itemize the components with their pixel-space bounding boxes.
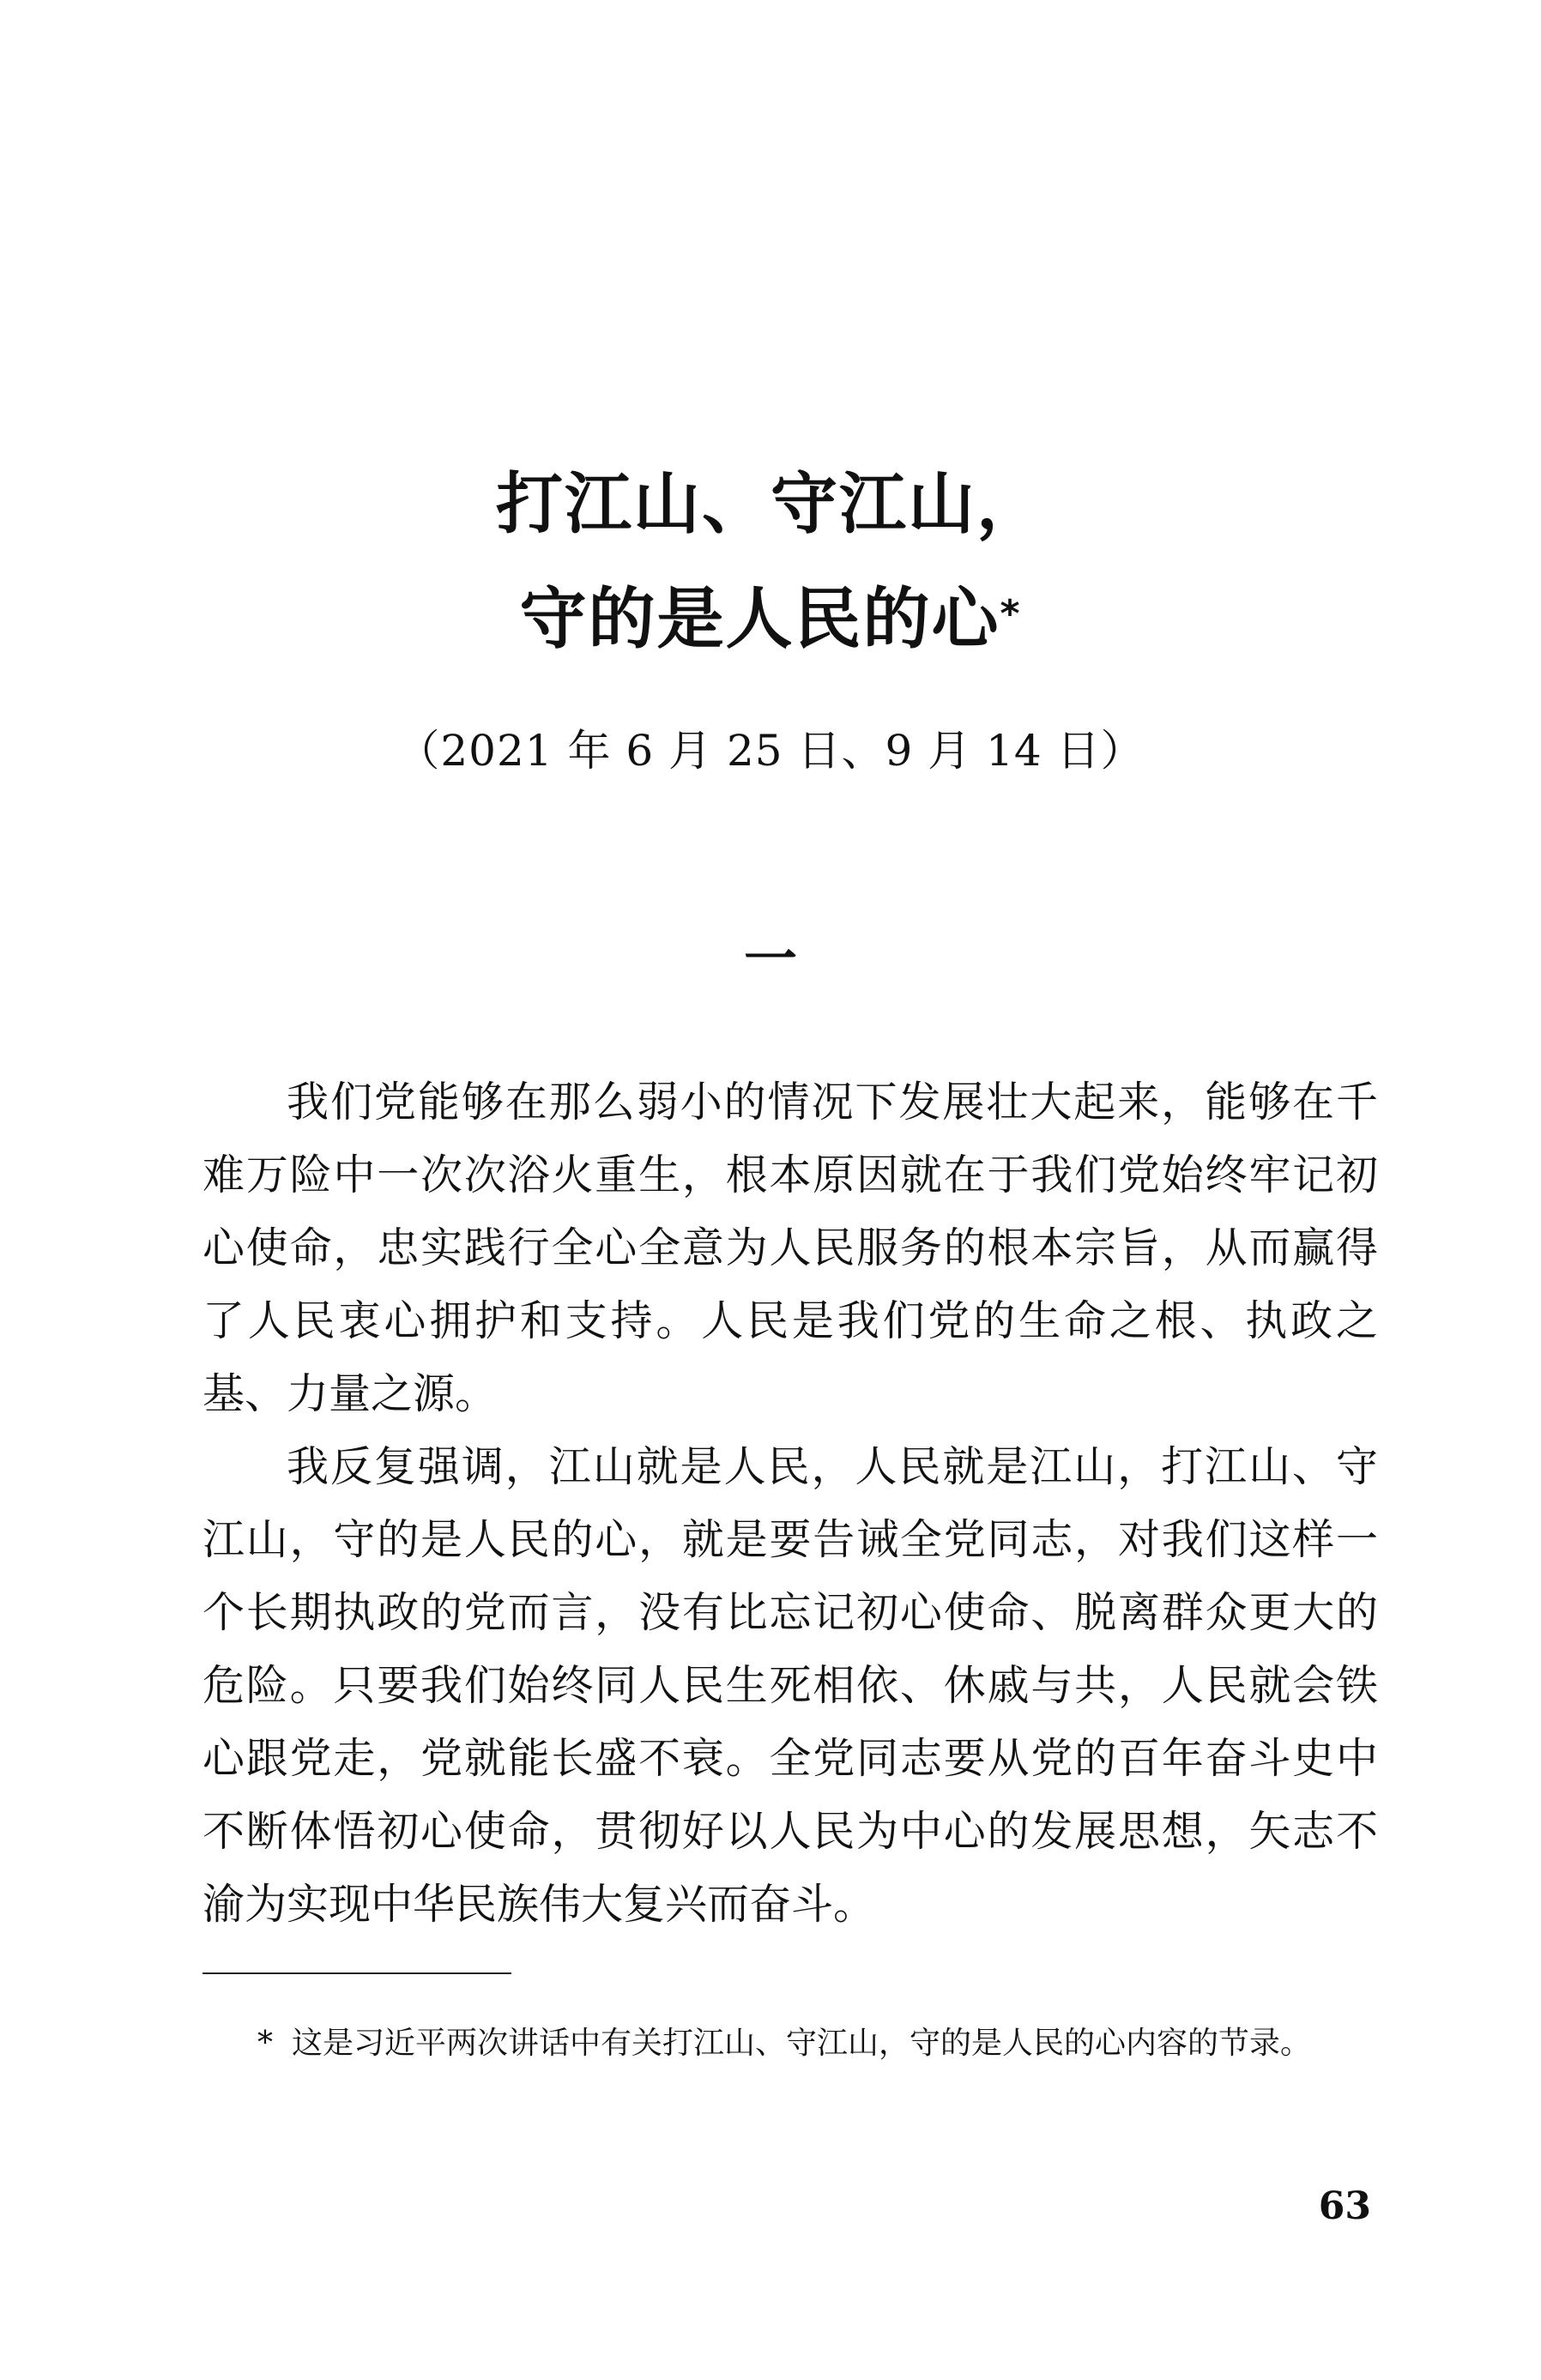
footnote-mark: * <box>257 2026 273 2061</box>
title-line-2 <box>0 577 1541 662</box>
title-line-1-text: 打江山、守江山， <box>495 466 1045 543</box>
footnote-text: 这是习近平两次讲话中有关打江山、守江山，守的是人民的心内容的节录。 <box>292 2026 1312 2061</box>
title-line-2-text: 守的是人民的心 <box>519 581 1000 658</box>
date-line: （2021 年 6 月 25 日、9 月 14 日） <box>396 726 1145 776</box>
paragraph-2: 我反复强调，江山就是人民，人民就是江山，打江山、守江山，守的是人民的心，就是要告诫全党同志，对我们这样一个长期执政的党而言，没有比忘记初心使命、脱离群众更大的危险。只要我们始终同人民生死相依、休戚与共，人民就会铁心跟党走，党就能长盛不衰。全党同志要从党的百年奋斗史中不断体悟初心使命，贯彻好以人民为中心的发展思想，矢志不渝为实现中华民族伟大复兴而奋斗。 <box>202 1442 1378 1929</box>
body-text <box>202 1066 1378 1941</box>
section-number: 一 <box>743 927 797 990</box>
footnote-divider <box>202 1972 511 1974</box>
title-footnote-mark: * <box>1000 592 1022 636</box>
paragraph-1: 我们党能够在那么弱小的情况下发展壮大起来，能够在千难万险中一次次浴火重生，根本原因就在于我们党始终牢记初心使命，忠实践行全心全意为人民服务的根本宗旨，从而赢得了人民衷心拥护和支持。人民是我们党的生命之根、执政之基、力量之源。 <box>202 1078 1378 1418</box>
footnote <box>257 2021 1381 2066</box>
title-line-1 <box>0 462 1541 547</box>
page-number: 63 <box>1318 2184 1371 2228</box>
